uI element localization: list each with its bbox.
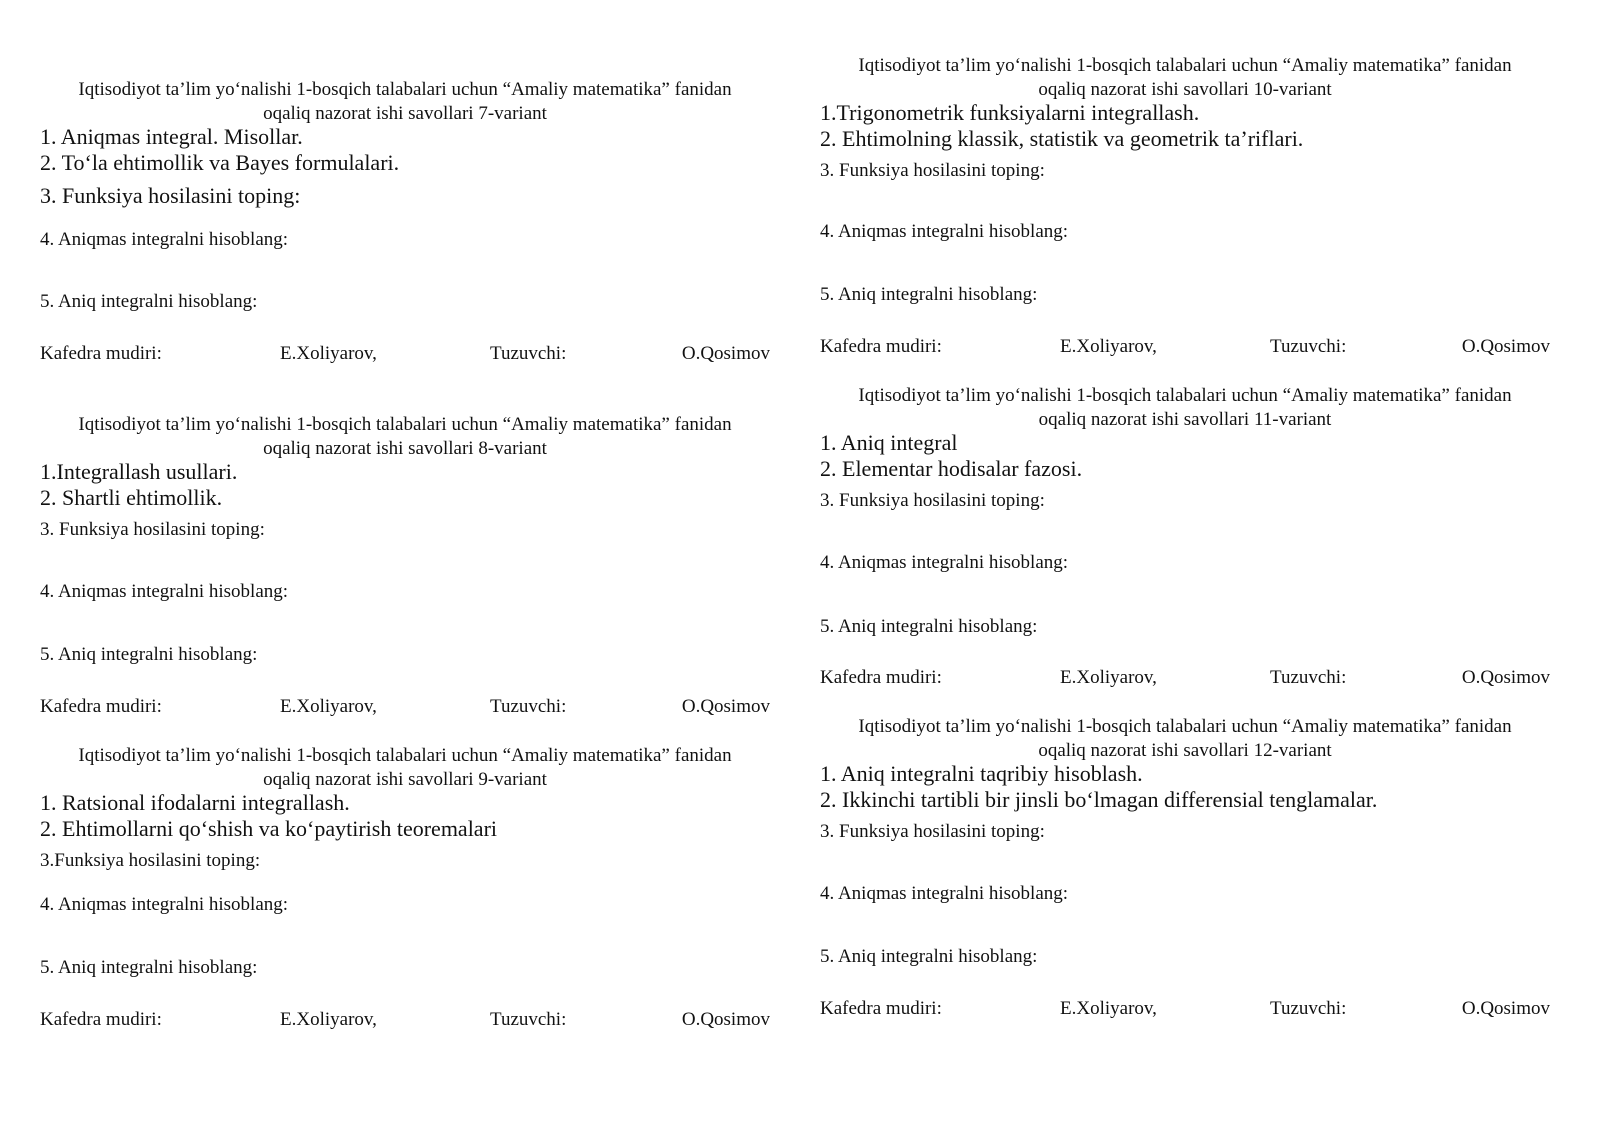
question-2: 2. Shartli ehtimollik.: [40, 485, 223, 510]
variant-title-line1: Iqtisodiyot ta’lim yo‘nalishi 1-bosqich talabalari uchun “Amaliy matematika” fanidan: [858, 55, 1512, 76]
variant-title: [40, 78, 770, 126]
question-5: 5. Aniq integralni hisoblang:: [40, 644, 258, 665]
variant-title-line2: oqaliq nazorat ishi savollari 10-variant: [1038, 79, 1332, 100]
question-5: 5. Aniq integralni hisoblang:: [820, 284, 1038, 305]
question-5: 5. Aniq integralni hisoblang:: [40, 291, 258, 312]
question-3: 3. Funksiya hosilasini toping:: [820, 490, 1045, 511]
variant-title: [820, 715, 1550, 763]
question-4: 4. Aniqmas integralni hisoblang:: [40, 581, 289, 602]
compiler-name: O.Qosimov: [1461, 998, 1550, 1019]
question-3: 3.Funksiya hosilasini toping:: [40, 850, 261, 871]
question-4: 4. Aniqmas integralni hisoblang:: [820, 221, 1069, 242]
variant-title: [40, 744, 770, 792]
dept-head-label: Kafedra mudiri:: [40, 1009, 162, 1030]
question-4: 4. Aniqmas integralni hisoblang:: [40, 229, 289, 250]
question-5: 5. Aniq integralni hisoblang:: [40, 957, 258, 978]
dept-head-label: Kafedra mudiri:: [820, 998, 942, 1019]
variant-title-line1: Iqtisodiyot ta’lim yo‘nalishi 1-bosqich talabalari uchun “Amaliy matematika” fanidan: [78, 79, 732, 100]
variant-title-line2: oqaliq nazorat ishi savollari 7-variant: [263, 103, 547, 124]
variant-title-line2: oqaliq nazorat ishi savollari 12-variant: [1038, 740, 1332, 761]
compiler-label: Tuzuvchi:: [490, 696, 567, 717]
question-1: 1.Trigonometrik funksiyalarni integrallash.: [820, 100, 1200, 125]
variant-title-line1: Iqtisodiyot ta’lim yo‘nalishi 1-bosqich talabalari uchun “Amaliy matematika” fanidan: [858, 385, 1512, 406]
question-2: 2. Ikkinchi tartibli bir jinsli bo‘lmagan differensial tenglamalar.: [820, 787, 1378, 812]
question-2: 2. To‘la ehtimollik va Bayes formulalari.: [40, 150, 400, 175]
variant-title: [820, 384, 1550, 432]
question-2: 2. Ehtimollarni qo‘shish va ko‘paytirish teoremalari: [40, 816, 498, 841]
question-1: 1. Aniq integral: [820, 430, 958, 455]
variant-title: [820, 54, 1550, 102]
variant-11-block: [820, 384, 1550, 688]
dept-head-label: Kafedra mudiri:: [40, 343, 162, 364]
question-3: 3. Funksiya hosilasini toping:: [820, 821, 1045, 842]
compiler-name: O.Qosimov: [1461, 667, 1550, 688]
variant-8-block: [40, 413, 770, 717]
compiler-label: Tuzuvchi:: [1270, 998, 1347, 1019]
variant-10-block: [820, 54, 1550, 357]
compiler-name: O.Qosimov: [681, 1009, 770, 1030]
dept-head-label: Kafedra mudiri:: [820, 667, 942, 688]
variant-9-block: [40, 744, 770, 1030]
dept-head-name: E.Xoliyarov,: [280, 343, 377, 364]
question-2: 2. Ehtimolning klassik, statistik va geometrik ta’riflari.: [820, 126, 1304, 151]
question-4: 4. Aniqmas integralni hisoblang:: [820, 883, 1069, 904]
variant-title-line2: oqaliq nazorat ishi savollari 9-variant: [263, 769, 547, 790]
dept-head-name: E.Xoliyarov,: [1060, 336, 1157, 357]
dept-head-name: E.Xoliyarov,: [280, 1009, 377, 1030]
question-5: 5. Aniq integralni hisoblang:: [820, 616, 1038, 637]
variant-title-line2: oqaliq nazorat ishi savollari 8-variant: [263, 438, 547, 459]
question-4: 4. Aniqmas integralni hisoblang:: [40, 894, 289, 915]
compiler-label: Tuzuvchi:: [490, 343, 567, 364]
dept-head-name: E.Xoliyarov,: [280, 696, 377, 717]
variant-title-line1: Iqtisodiyot ta’lim yo‘nalishi 1-bosqich talabalari uchun “Amaliy matematika” fanidan: [78, 745, 732, 766]
compiler-label: Tuzuvchi:: [1270, 667, 1347, 688]
question-3: 3. Funksiya hosilasini toping:: [40, 183, 301, 208]
question-3: 3. Funksiya hosilasini toping:: [820, 160, 1045, 181]
compiler-label: Tuzuvchi:: [490, 1009, 567, 1030]
question-1: 1.Integrallash usullari.: [40, 459, 238, 484]
dept-head-name: E.Xoliyarov,: [1060, 998, 1157, 1019]
question-3: 3. Funksiya hosilasini toping:: [40, 519, 265, 540]
question-2: 2. Elementar hodisalar fazosi.: [820, 456, 1083, 481]
dept-head-label: Kafedra mudiri:: [40, 696, 162, 717]
question-1: 1. Aniqmas integral. Misollar.: [40, 124, 303, 149]
question-1: 1. Ratsional ifodalarni integrallash.: [40, 790, 350, 815]
variant-title-line2: oqaliq nazorat ishi savollari 11-variant: [1038, 409, 1332, 430]
compiler-label: Tuzuvchi:: [1270, 336, 1347, 357]
compiler-name: O.Qosimov: [681, 343, 770, 364]
question-4: 4. Aniqmas integralni hisoblang:: [820, 552, 1069, 573]
dept-head-name: E.Xoliyarov,: [1060, 667, 1157, 688]
dept-head-label: Kafedra mudiri:: [820, 336, 942, 357]
variant-title: [40, 413, 770, 461]
compiler-name: O.Qosimov: [681, 696, 770, 717]
question-1: 1. Aniq integralni taqribiy hisoblash.: [820, 761, 1143, 786]
variant-12-block: [820, 715, 1550, 1019]
variant-7-block: [40, 78, 770, 364]
variant-title-line1: Iqtisodiyot ta’lim yo‘nalishi 1-bosqich talabalari uchun “Amaliy matematika” fanidan: [78, 414, 732, 435]
variant-title-line1: Iqtisodiyot ta’lim yo‘nalishi 1-bosqich talabalari uchun “Amaliy matematika” fanidan: [858, 716, 1512, 737]
question-5: 5. Aniq integralni hisoblang:: [820, 946, 1038, 967]
compiler-name: O.Qosimov: [1461, 336, 1550, 357]
